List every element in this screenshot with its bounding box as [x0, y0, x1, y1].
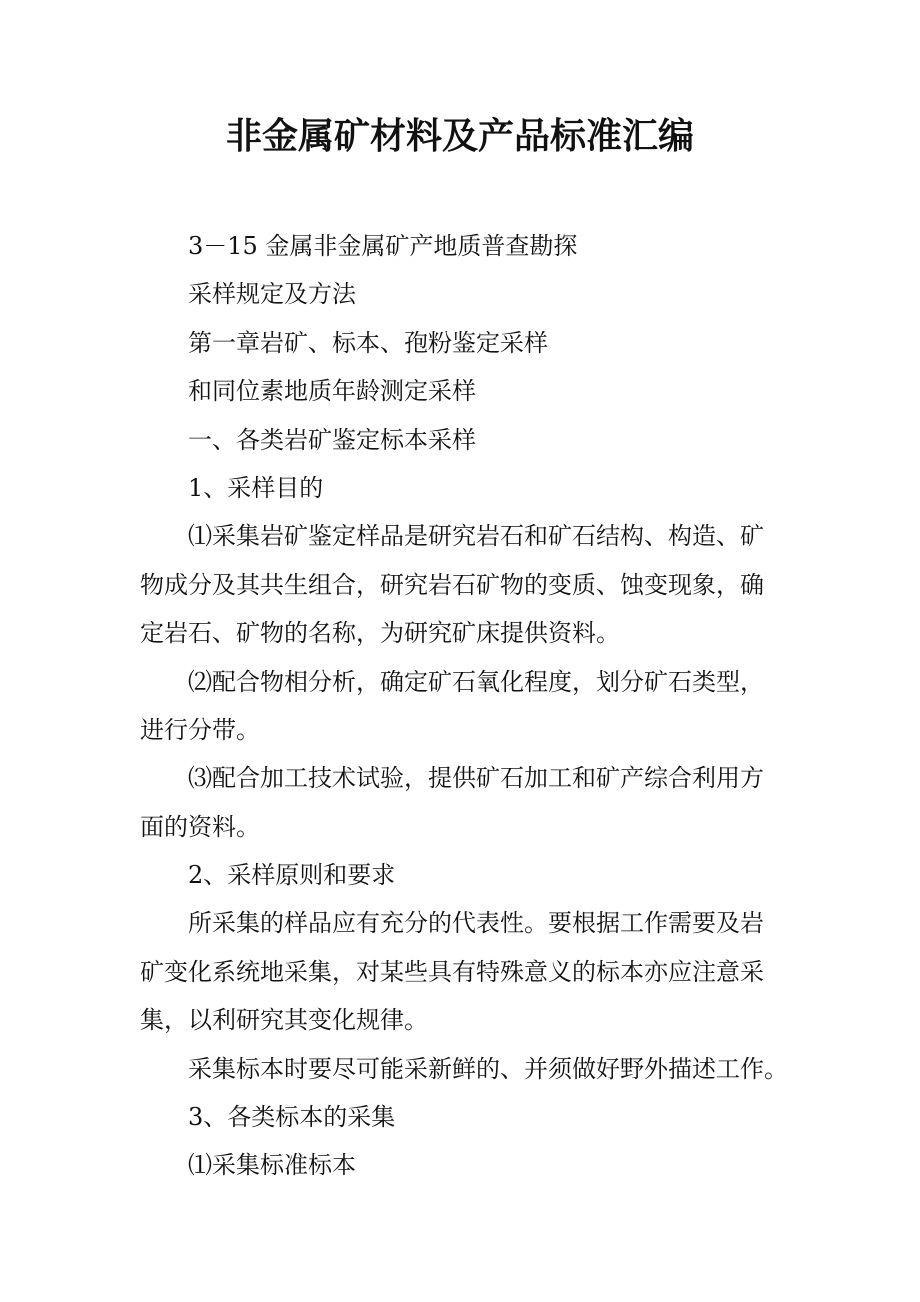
paragraph-line: 采样规定及方法	[188, 280, 356, 309]
document-title: 非金属矿材料及产品标准汇编	[225, 115, 694, 157]
paragraph	[140, 512, 800, 657]
paragraph-line: 集，以利研究其变化规律。	[140, 1006, 428, 1035]
paragraph-line: 3、各类标本的采集	[188, 1103, 396, 1132]
paragraph	[140, 464, 800, 512]
paragraph-line: 矿变化系统地采集，对某些具有特殊意义的标本亦应注意采	[140, 957, 764, 986]
paragraph-line: 3－15 金属非金属矿产地质普查勘探	[188, 232, 578, 260]
paragraph-line: ⑶配合加工技术试验，提供矿石加工和矿产综合利用方	[188, 764, 764, 793]
paragraph-line: ⑵配合物相分析，确定矿石氧化程度，划分矿石类型，	[188, 667, 764, 696]
paragraph	[140, 658, 800, 755]
paragraph-line: 进行分带。	[140, 715, 260, 744]
paragraph-line: 2、采样原则和要求	[188, 861, 396, 890]
paragraph-line: 物成分及其共生组合，研究岩石矿物的变质、蚀变现象，确	[140, 570, 764, 599]
paragraph	[140, 851, 800, 899]
paragraph-line: 和同位素地质年龄测定采样	[188, 377, 476, 406]
paragraph	[140, 222, 800, 270]
paragraph-line: 所采集的样品应有充分的代表性。要根据工作需要及岩	[188, 909, 764, 938]
paragraph-line: ⑴采集岩矿鉴定样品是研究岩石和矿石结构、构造、矿	[188, 522, 764, 551]
paragraph-line: 定岩石、矿物的名称，为研究矿床提供资料。	[140, 619, 620, 648]
paragraph-line: 第一章岩矿、标本、孢粉鉴定采样	[188, 328, 548, 357]
paragraph-line: 采集标本时要尽可能采新鲜的、并须做好野外描述工作。	[188, 1054, 788, 1083]
paragraph	[140, 319, 800, 367]
paragraph-line: 一、各类岩矿鉴定标本采样	[188, 425, 476, 454]
paragraph-line: 面的资料。	[140, 812, 260, 841]
paragraph	[140, 754, 800, 851]
document-body	[140, 222, 800, 1190]
paragraph	[140, 1045, 800, 1093]
paragraph	[140, 270, 800, 318]
paragraph	[140, 899, 800, 1044]
paragraph	[140, 367, 800, 415]
paragraph-line: 1、采样目的	[188, 473, 324, 502]
paragraph	[140, 1141, 800, 1189]
paragraph	[140, 416, 800, 464]
paragraph-line: ⑴采集标准标本	[188, 1151, 356, 1180]
paragraph	[140, 1093, 800, 1141]
